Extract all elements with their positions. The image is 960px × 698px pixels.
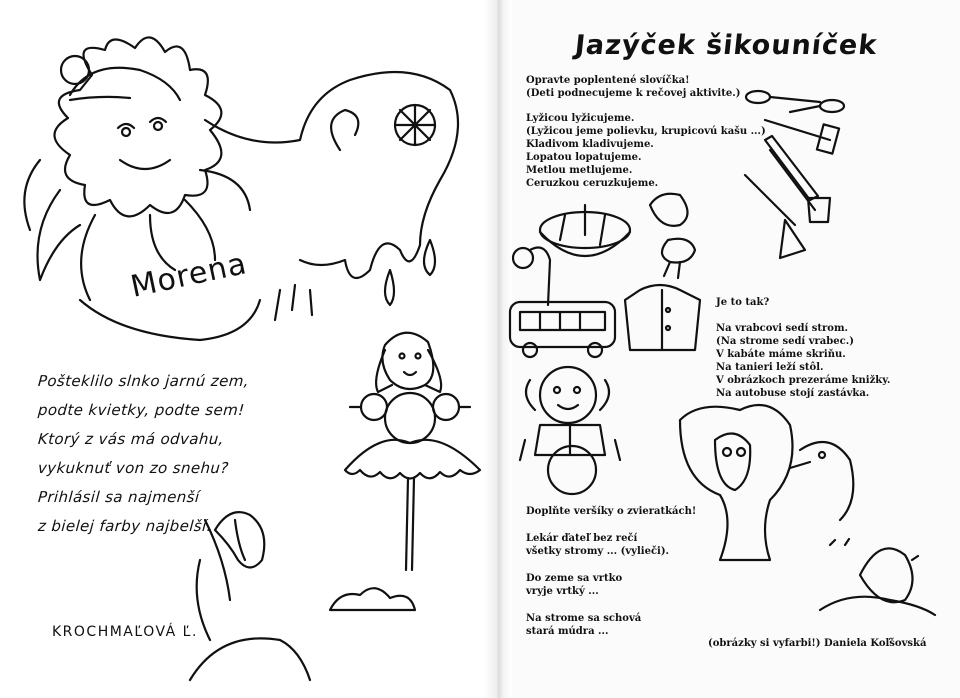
section2-line: Na autobuse stojí zastávka. xyxy=(716,388,870,399)
poem-line: Prihlásil sa najmenší xyxy=(37,488,201,506)
section2-line: (Na strome sedí vrabec.) xyxy=(716,336,854,347)
section1-line: (Lyžicou jeme polievku, krupicovú kašu ...) xyxy=(526,126,766,137)
poem-line: vykuknuť von zo snehu? xyxy=(37,459,230,477)
section1-line: Lopatou lopatujeme. xyxy=(526,152,642,163)
section2-heading: Je to tak? xyxy=(716,297,770,308)
verse-line: vryje vrtký ... xyxy=(526,586,599,597)
poem-line: podte kvietky, podte sem! xyxy=(37,401,246,419)
section3-heading: Doplňte veršíky o zvieratkách! xyxy=(526,506,697,517)
morena-label: Morena xyxy=(127,246,251,305)
verse-line: stará múdra ... xyxy=(526,626,609,637)
page-footer: (obrázky si vyfarbi!) Daniela Koľšovská xyxy=(708,638,927,649)
section2-line: V kabáte máme skriňu. xyxy=(716,349,846,360)
snowdrop-icon xyxy=(190,512,310,680)
mole-icon xyxy=(820,539,935,615)
section1-line: Lyžicou lyžicujeme. xyxy=(526,113,635,124)
verse-line: Do zeme sa vrtko xyxy=(526,573,623,584)
section1-line: Kladivom kladivujeme. xyxy=(526,139,654,150)
bus-icon xyxy=(510,302,615,357)
section2-line: V obrázkoch prezeráme knižky. xyxy=(716,375,891,386)
section2-line: Na tanieri leží stôl. xyxy=(716,362,824,373)
broom-icon xyxy=(745,175,805,258)
child-reading-icon xyxy=(520,367,620,494)
verse-line: Lekár ďateľ bez rečí xyxy=(526,533,638,544)
owl-icon xyxy=(680,405,793,560)
morena-doll-icon xyxy=(330,333,480,610)
section1-line: Metlou metlujeme. xyxy=(526,165,633,176)
section2-line: Na vrabcovi sedí strom. xyxy=(716,323,849,334)
bird-icon xyxy=(650,194,695,278)
pencil-icon xyxy=(765,136,818,200)
coat-icon xyxy=(625,285,700,350)
table-icon xyxy=(540,205,630,256)
poem-author: KROCHMAĽOVÁ Ľ. xyxy=(52,624,198,640)
spoon-icon xyxy=(746,91,844,112)
section1-line: Ceruzkou ceruzkujeme. xyxy=(526,178,659,189)
poem-line: Ktorý z vás má odvahu, xyxy=(37,430,225,448)
verse-line: všetky stromy ... (vylieči). xyxy=(526,546,670,557)
woodpecker-icon xyxy=(790,442,853,520)
section1-heading: Opravte poplentené slovíčka! xyxy=(526,75,690,86)
poem-line: Pošteklilo slnko jarnú zem, xyxy=(37,372,250,390)
section1-note: (Deti podnecujeme k rečovej aktivite.) xyxy=(526,88,741,99)
bus-stop-icon xyxy=(513,248,550,305)
hammer-icon xyxy=(765,120,839,154)
verse-line: Na strome sa schová xyxy=(526,613,642,624)
page-title: Jazýček šikouníček xyxy=(573,30,879,61)
poem-line: z bielej farby najbelší. xyxy=(37,517,213,535)
